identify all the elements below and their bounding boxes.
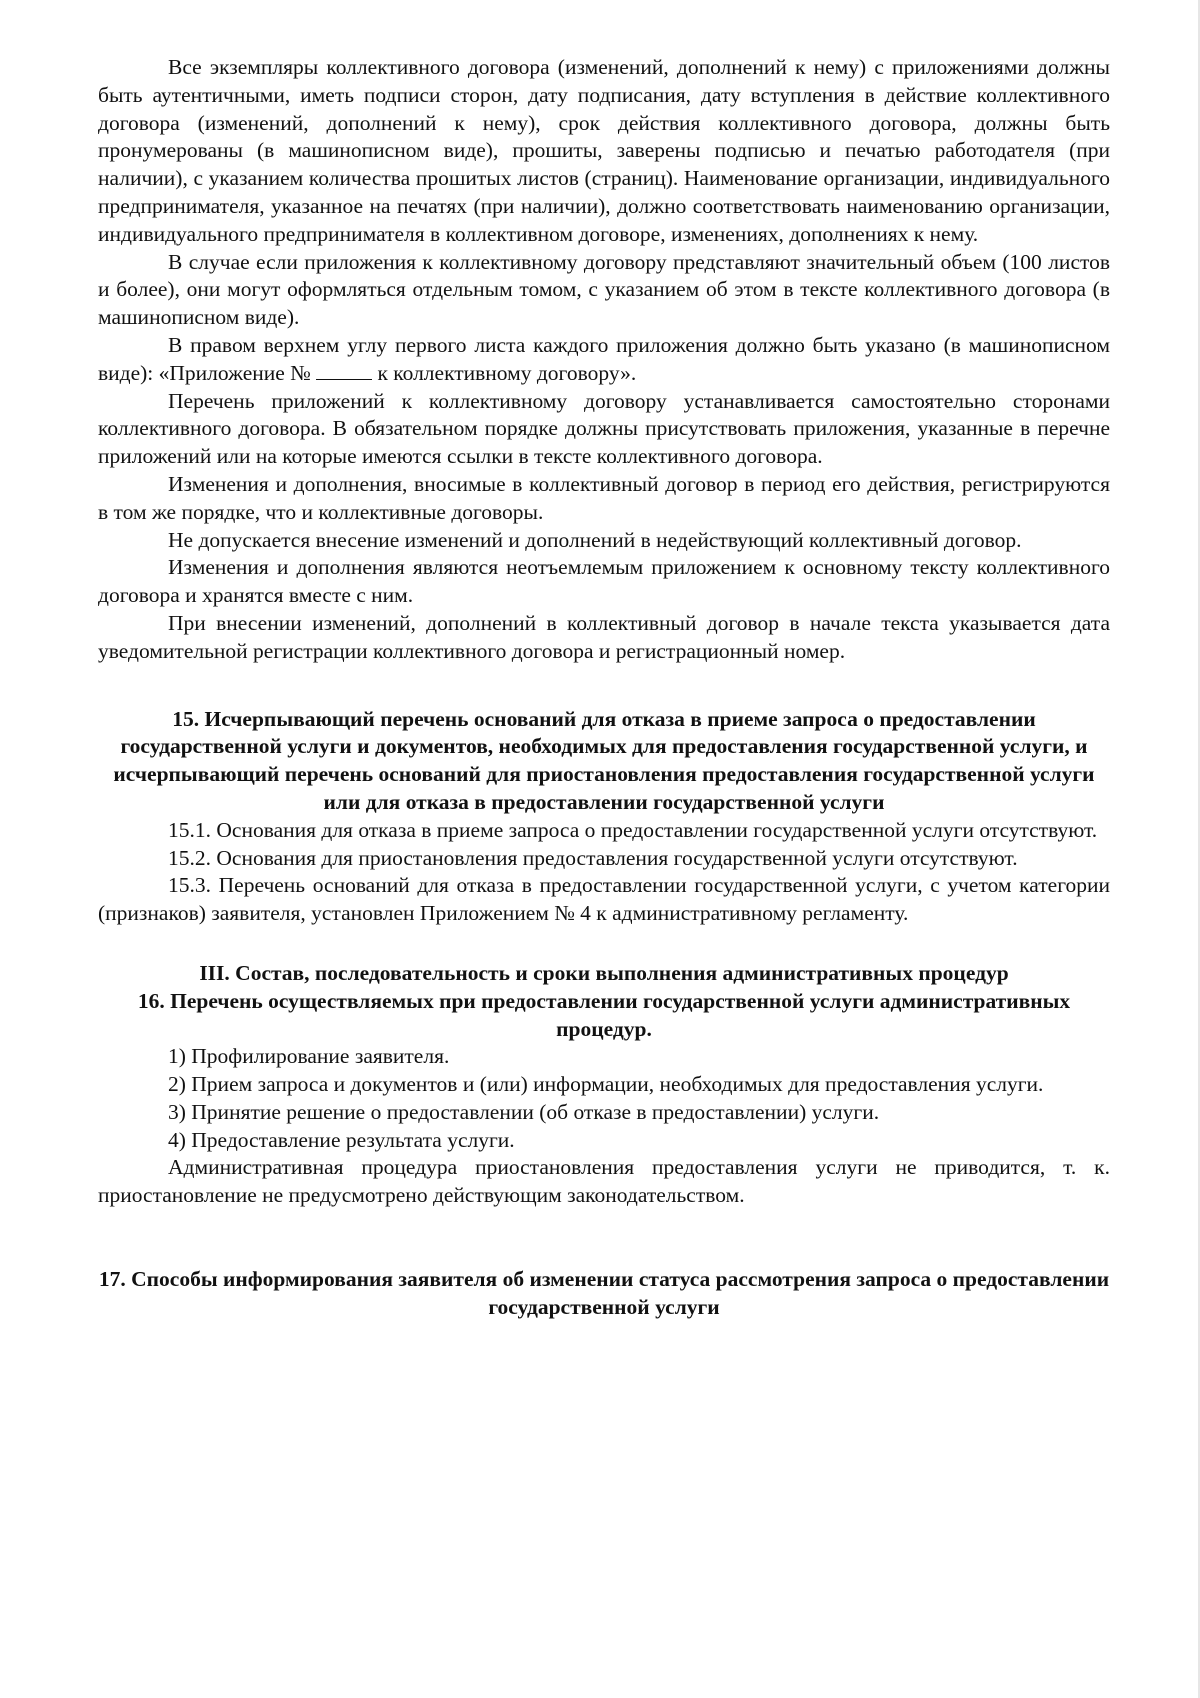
procedure-suspension-note: Административная процедура приостановления предоставления услуги не приводится, т. к. приостановление не предусмотрено действующим законодательством. bbox=[98, 1155, 1110, 1208]
section-17-heading: 17. Способы информирования заявителя об изменении статуса рассмотрения запроса о предоставлении государственной услуги bbox=[98, 1267, 1110, 1319]
appendix-label-text-before: В правом верхнем углу первого листа каждого приложения должно быть указано (в машинописном виде): «Приложение № bbox=[98, 332, 1110, 385]
document-page bbox=[98, 54, 1110, 1322]
appendix-number-blank bbox=[316, 361, 372, 380]
paragraph-appendix-label bbox=[98, 332, 1110, 388]
paragraph-appendix-list: Перечень приложений к коллективному договору устанавливается самостоятельно сторонами коллективного договора. В обязательном порядке должны присутствовать приложения, указанные в перечне приложений или на которые имеются ссылки в тексте коллективного договора. bbox=[98, 388, 1110, 469]
paragraph-registration-number: При внесении изменений, дополнений в коллективный договор в начале текста указывается дата уведомительной регистрации коллективного договора и регистрационный номер. bbox=[98, 610, 1110, 663]
procedure-item: 2) Прием запроса и документов и (или) информации, необходимых для предоставления услуги. bbox=[168, 1072, 1044, 1097]
appendix-label-text-after: к коллективному договору». bbox=[377, 360, 637, 385]
section-3-heading: III. Состав, последовательность и сроки выполнения административных процедур bbox=[199, 960, 1009, 985]
procedure-item: 3) Принятие решение о предоставлении (об отказе в предоставлении) услуги. bbox=[168, 1099, 880, 1124]
paragraph-changes-integral: Изменения и дополнения являются неотъемлемым приложением к основному тексту коллективного договора и хранятся вместе с ним. bbox=[98, 555, 1110, 608]
section-16-heading: 16. Перечень осуществляемых при предоставлении государственной услуги административных процедур. bbox=[137, 988, 1071, 1041]
section-15-item: 15.1. Основания для отказа в приеме запроса о предоставлении государственной услуги отсутствуют. bbox=[168, 817, 1098, 842]
procedure-item: 4) Предоставление результата услуги. bbox=[168, 1127, 515, 1152]
paragraph-changes-registration: Изменения и дополнения, вносимые в коллективный договор в период его действия, регистрируются в том же порядке, что и коллективные договоры. bbox=[98, 471, 1110, 524]
section-15-item: 15.2. Основания для приостановления предоставления государственной услуги отсутствуют. bbox=[168, 845, 1018, 870]
paragraph-appendix-volume: В случае если приложения к коллективному договору представляют значительный объем (100 листов и более), они могут оформляться отдельным томом, с указанием об этом в тексте коллективного договора (в машинописном виде). bbox=[98, 249, 1110, 330]
procedure-item: 1) Профилирование заявителя. bbox=[168, 1044, 450, 1069]
section-15-heading: 15. Исчерпывающий перечень оснований для отказа в приеме запроса о предоставлении государственной услуги и документов, необходимых для предоставления государственной услуги, и исчерпывающий перечень оснований для приостановления предоставления государственной услуги или для отказа в предоставлении государственной услуги bbox=[113, 706, 1095, 814]
paragraph-copies-authentic: Все экземпляры коллективного договора (изменений, дополнений к нему) с приложениями должны быть аутентичными, иметь подписи сторон, дату подписания, дату вступления в действие коллективного договора (изменений, дополнений к нему), срок действия коллективного договора, должны быть пронумерованы (в машинописном виде), прошиты, заверены подписью и печатью работодателя (при наличии), с указанием количества прошитых листов (страниц). Наименование организации, индивидуального предпринимателя, указанное на печатях (при наличии), должно соответствовать наименованию организации, индивидуального предпринимателя в коллективном договоре, изменениях, дополнениях к нему. bbox=[98, 55, 1110, 246]
paragraph-no-changes-invalid: Не допускается внесение изменений и дополнений в недействующий коллективный договор. bbox=[168, 527, 1022, 552]
section-15-item: 15.3. Перечень оснований для отказа в предоставлении государственной услуги, с учетом категории (признаков) заявителя, установлен Приложением № 4 к административному регламенту. bbox=[98, 873, 1110, 926]
